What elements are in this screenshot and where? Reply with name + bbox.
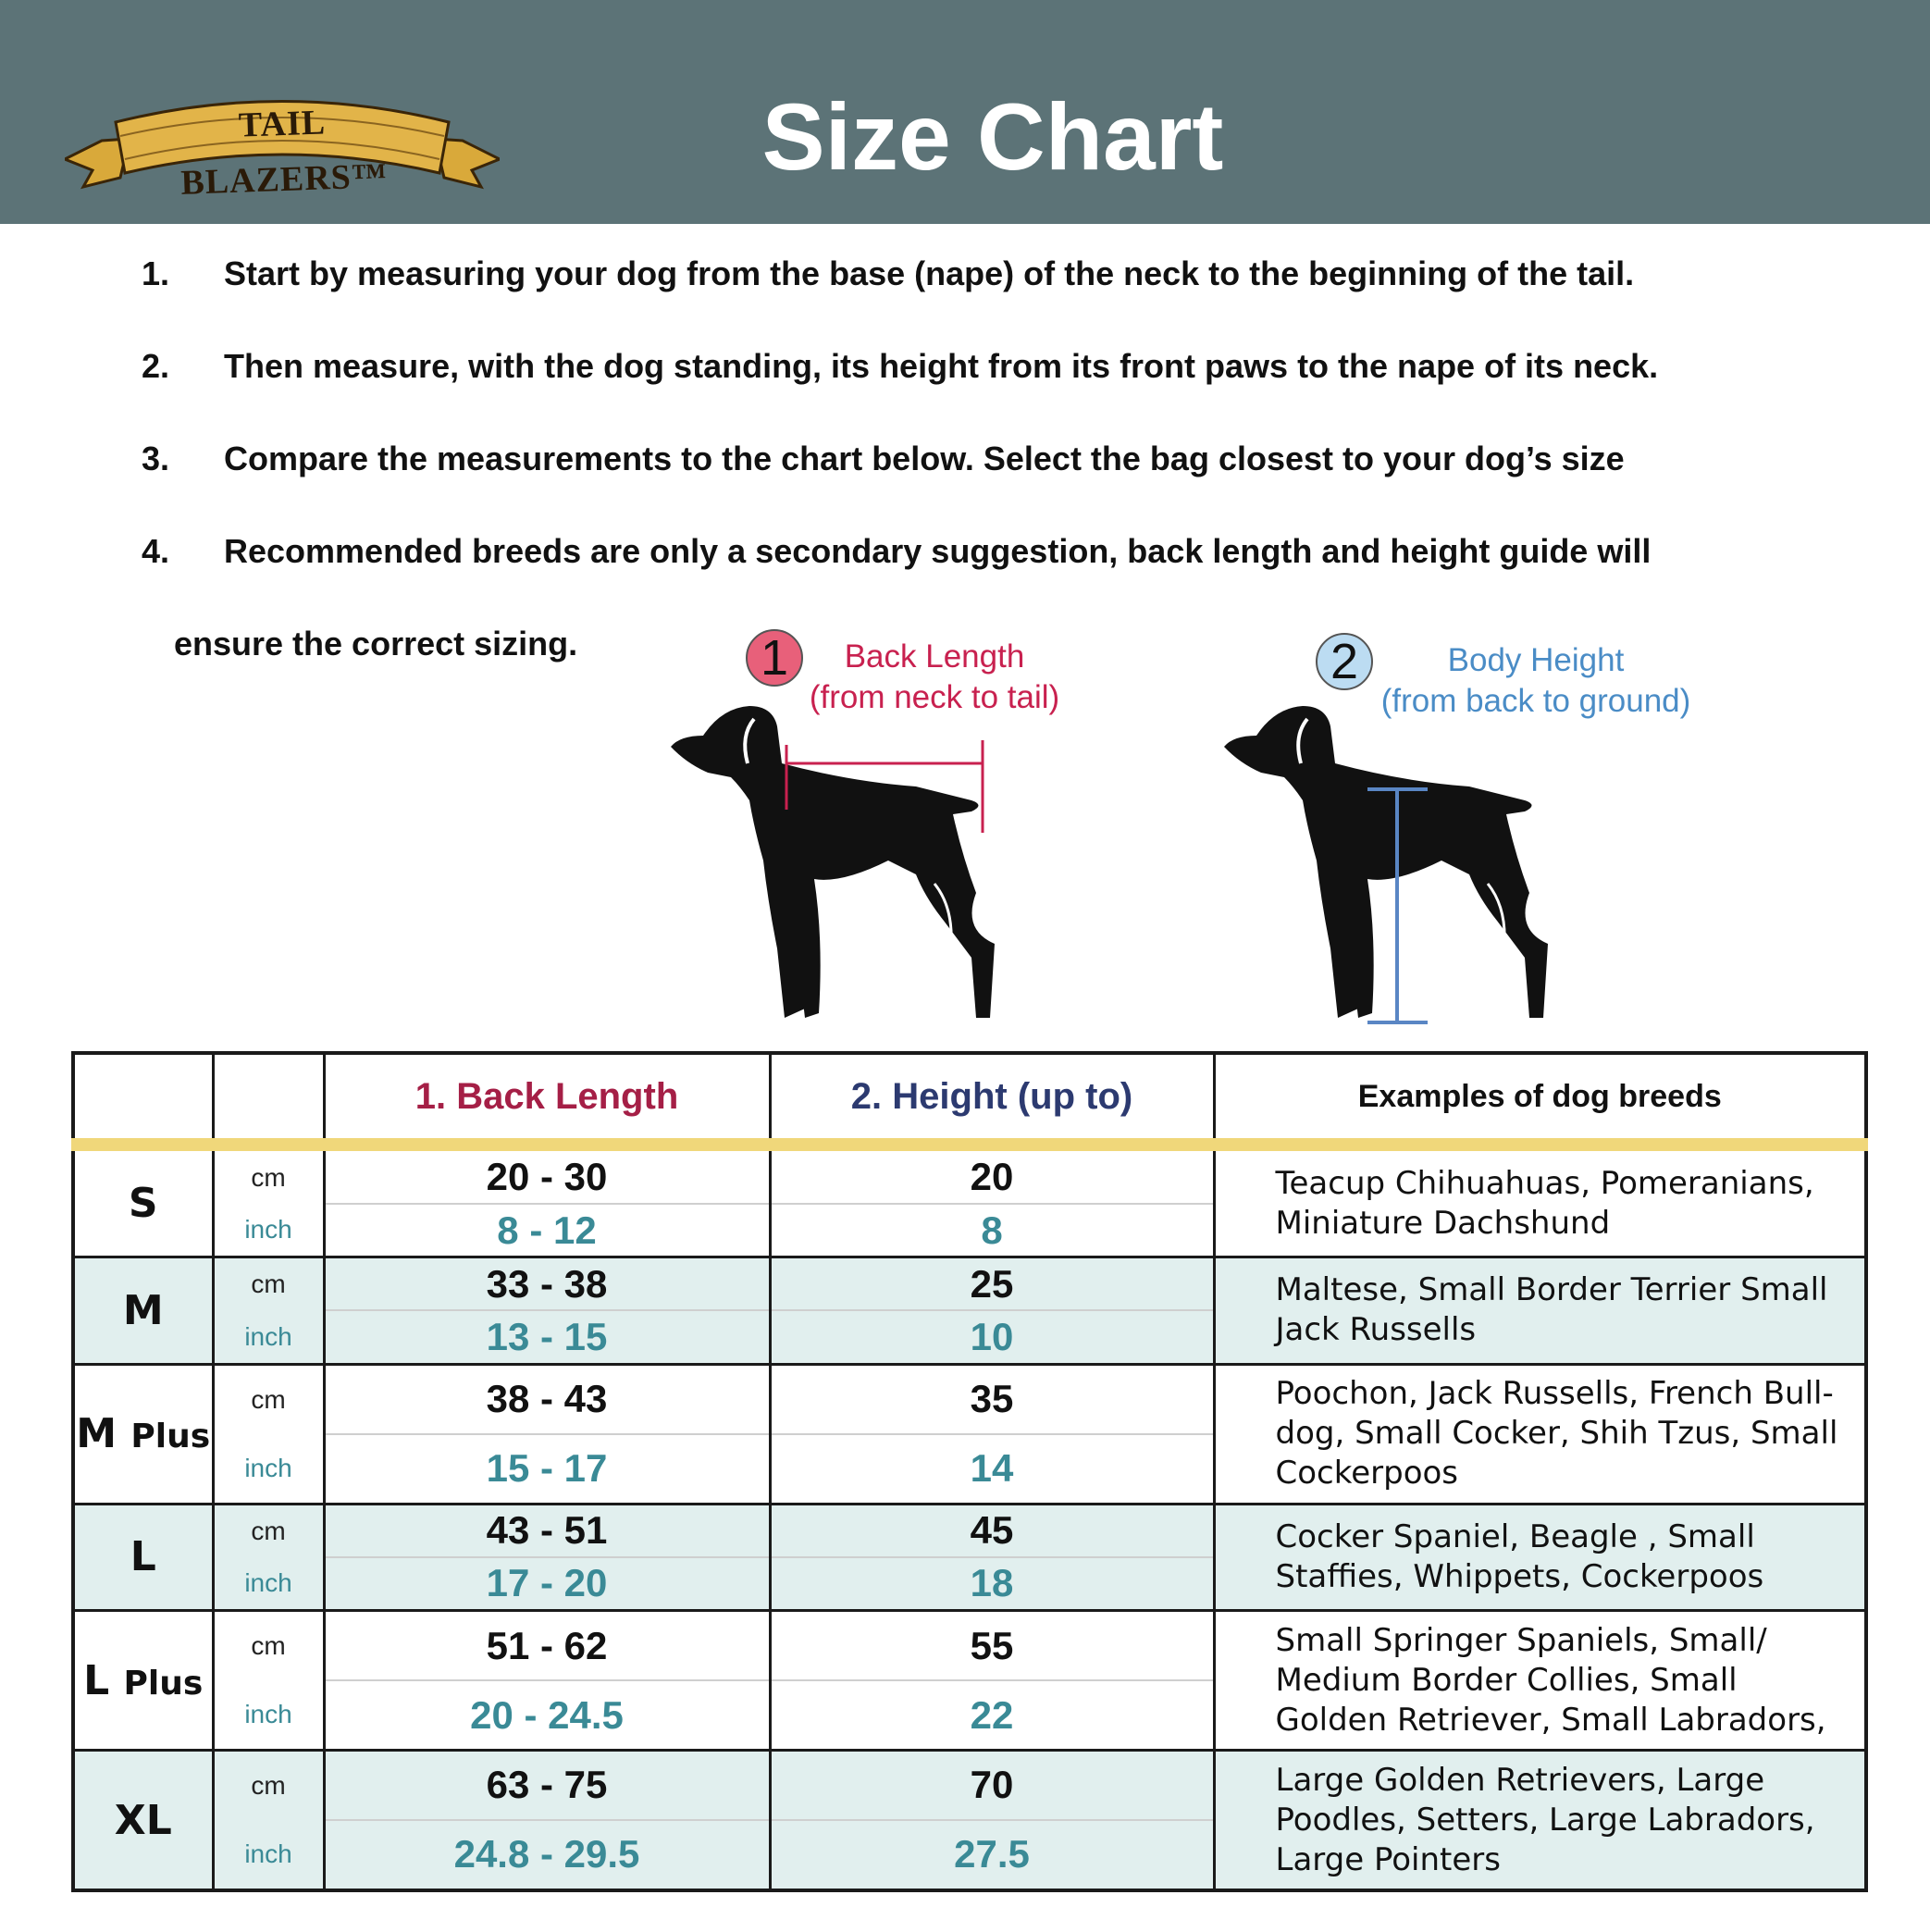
diagram-label-line: (from back to ground) [1380, 683, 1691, 719]
back-length-inch: 15 - 17 [324, 1434, 770, 1504]
size-name: S [128, 1180, 158, 1228]
unit-cm-label: cm [213, 1504, 324, 1557]
step-text: Then measure, with the dog standing, its height from its front paws to the nape of its neck. [224, 347, 1659, 385]
table-header-row [73, 1053, 1866, 1145]
step-text: Compare the measurements to the chart below. Select the bag closest to your dog’s size [224, 440, 1625, 477]
unit-cm-label: cm [213, 1364, 324, 1433]
instruction-step [0, 246, 1930, 302]
table-row [73, 1145, 1866, 1204]
height-cm: 45 [770, 1504, 1214, 1557]
size-label [73, 1751, 213, 1891]
step-text: Recommended breeds are only a secondary suggestion, back length and height guide will [224, 532, 1652, 570]
height-inch: 14 [770, 1434, 1214, 1504]
size-name: L [83, 1656, 110, 1704]
table-row [73, 1504, 1866, 1557]
step-number: 1. [142, 254, 170, 292]
page-title: Size Chart [761, 84, 1224, 190]
breeds-column-header: Examples of dog breeds [1214, 1053, 1866, 1145]
height-cm: 25 [770, 1257, 1214, 1311]
breed-examples: Cocker Spaniel, Beagle , Small Staffies, Whippets, Cockerpoos [1214, 1504, 1866, 1610]
height-inch: 22 [770, 1680, 1214, 1750]
back-length-inch: 8 - 12 [324, 1204, 770, 1257]
logo-text: TAIL BLAZERS™ [179, 103, 389, 203]
size-column-header [73, 1053, 213, 1145]
back-length-inch: 17 - 20 [324, 1557, 770, 1611]
height-inch: 8 [770, 1204, 1214, 1257]
unit-inch-label: inch [213, 1310, 324, 1364]
back-length-cm: 51 - 62 [324, 1611, 770, 1680]
unit-cm-label: cm [213, 1257, 324, 1311]
table-row [73, 1257, 1866, 1311]
unit-inch-label: inch [213, 1434, 324, 1504]
step-1-badge: 1 [746, 629, 803, 687]
size-label [73, 1145, 213, 1257]
page-header [0, 0, 1930, 224]
size-table [71, 1051, 1868, 1892]
size-name: XL [114, 1796, 172, 1844]
unit-cm-label: cm [213, 1611, 324, 1680]
diagram-label-line: Body Height [1447, 642, 1625, 678]
diagram-label-line: Back Length [844, 638, 1025, 675]
unit-inch-label: inch [213, 1820, 324, 1890]
breed-examples: Small Springer Spaniels, Small/ Medium Border Collies, Small Golden Retriever, Small Labradors, [1214, 1611, 1866, 1751]
step-number: 2. [142, 347, 170, 385]
step-2-badge: 2 [1316, 633, 1373, 690]
back-length-cm: 43 - 51 [324, 1504, 770, 1557]
back-length-column-header: 1. Back Length [324, 1053, 770, 1145]
height-inch: 18 [770, 1557, 1214, 1611]
height-cm: 35 [770, 1364, 1214, 1433]
size-plus: Plus [123, 1664, 204, 1703]
breed-examples: Large Golden Retrievers, Large Poodles, Setters, Large Labradors, Large Pointers [1214, 1751, 1866, 1891]
table-row [73, 1364, 1866, 1433]
size-label [73, 1257, 213, 1364]
unit-inch-label: inch [213, 1557, 324, 1611]
back-length-inch: 20 - 24.5 [324, 1680, 770, 1750]
dog-silhouette-height [1219, 699, 1590, 1032]
back-length-inch: 24.8 - 29.5 [324, 1820, 770, 1890]
dog-silhouette-back [666, 699, 1036, 1032]
back-length-cm: 20 - 30 [324, 1145, 770, 1204]
step-number: 4. [142, 532, 170, 570]
back-length-inch: 13 - 15 [324, 1310, 770, 1364]
breed-examples: Teacup Chihuahuas, Pomeranians, Miniature Dachshund [1214, 1145, 1866, 1257]
size-plus: Plus [130, 1418, 211, 1456]
size-name: L [130, 1533, 156, 1581]
unit-column-header [213, 1053, 324, 1145]
height-inch: 10 [770, 1310, 1214, 1364]
height-cm: 55 [770, 1611, 1214, 1680]
size-label [73, 1611, 213, 1751]
diagram-label-line: (from neck to tail) [809, 679, 1060, 715]
breed-examples: Poochon, Jack Russells, French Bull-dog, Small Cocker, Shih Tzus, Small Cockerpoos [1214, 1364, 1866, 1504]
height-cm: 20 [770, 1145, 1214, 1204]
unit-inch-label: inch [213, 1204, 324, 1257]
step-number: 3. [142, 440, 170, 477]
table-row [73, 1611, 1866, 1680]
step-text: Start by measuring your dog from the base (nape) of the neck to the beginning of the tail. [224, 254, 1635, 292]
instruction-step [0, 431, 1930, 487]
height-inch: 27.5 [770, 1820, 1214, 1890]
height-column-header: 2. Height (up to) [770, 1053, 1214, 1145]
size-name: M [76, 1410, 118, 1458]
breed-examples: Maltese, Small Border Terrier Small Jack Russells [1214, 1257, 1866, 1364]
back-length-cm: 33 - 38 [324, 1257, 770, 1311]
step-continuation: ensure the correct sizing. [174, 625, 578, 663]
height-cm: 70 [770, 1751, 1214, 1820]
unit-cm-label: cm [213, 1751, 324, 1820]
table-row [73, 1751, 1866, 1820]
back-length-cm: 38 - 43 [324, 1364, 770, 1433]
size-name: M [122, 1286, 164, 1334]
instruction-step [0, 339, 1930, 394]
unit-cm-label: cm [213, 1145, 324, 1204]
back-length-cm: 63 - 75 [324, 1751, 770, 1820]
size-label [73, 1364, 213, 1504]
size-label [73, 1504, 213, 1610]
instruction-step [0, 524, 1930, 579]
unit-inch-label: inch [213, 1680, 324, 1750]
